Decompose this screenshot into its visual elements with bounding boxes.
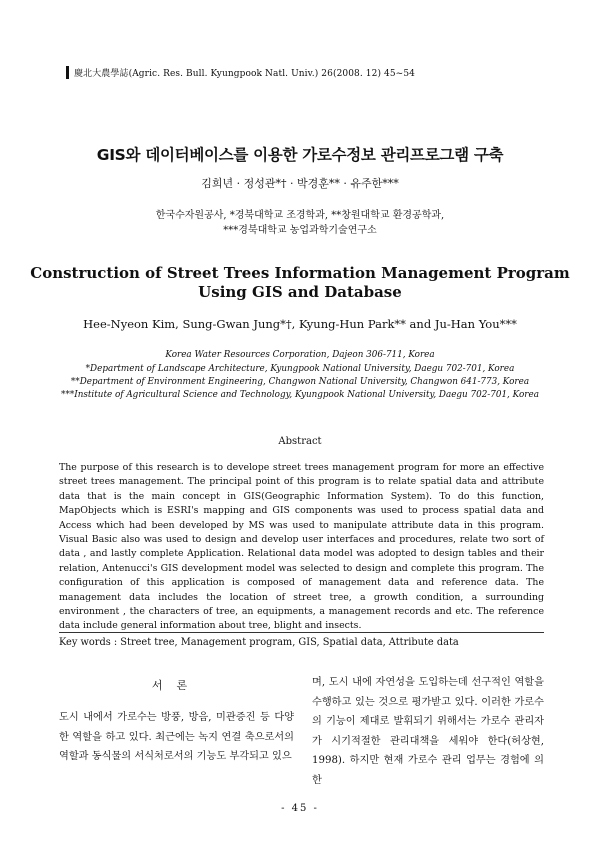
abstract-heading: Abstract (278, 436, 322, 447)
journal-header: 慶北大農學誌(Agric. Res. Bull. Kyungpook Natl. Univ.) 26(2008. 12) 45~54 (74, 69, 415, 79)
english-title-line1: Construction of Street Trees Information Management Program (30, 264, 570, 282)
korean-affiliation-line1: 한국수자원공사, *경북대학교 조경학과, **창원대학교 환경공학과, (155, 210, 445, 221)
english-title (0, 264, 600, 302)
abstract-body: The purpose of this research is to develope street trees management program for more an effective street trees management. The principal point of this program is to relate spatial data and attribute data that is the main concept in GIS(Geographic Information System). To do this function, MapObjects which is ESRI's mapping and GIS components was used to process spatial data and Access which had been developed by MS was used to manipulate attribute data in this program. Visual Basic also was used to design and develop user interfaces and procedures, relate two sort of data , and lastly complete Application. Relational data model was adopted to design tables and their relation, Antenucci's GIS development model was selected to design and complete this program. The configuration of this application is composed of management data and reference data. The management data includes the location of street tree, a growth condition, a surrounding environment , the characters of tree, an equipments, a management records and etc. The reference data include general information about tree, blight and insects. (59, 462, 544, 632)
english-affiliation: Korea Water Resources Corporation, Dajeon 306-711, Korea (165, 350, 435, 360)
english-affiliation: **Department of Environment Engineering, Changwon National University, Changwon 641-773, Korea (70, 377, 530, 387)
korean-title: GIS와 데이터베이스를 이용한 가로수정보 관리프로그램 구축 (96, 146, 504, 164)
page-number: - 45 - (281, 803, 319, 814)
english-affiliation: *Department of Landscape Architecture, Kyungpook National University, Daegu 702-701, Korea (85, 364, 515, 374)
korean-affiliation-line2: ***경북대학교 농업과학기술연구소 (223, 225, 377, 236)
section-heading: 서론 (151, 679, 202, 692)
english-affiliation: ***Institute of Agricultural Science and Technology, Kyungpook National University, Daegu 702-701, Korea (61, 390, 539, 400)
body-left-column: 도시 내에서 가로수는 방풍, 방음, 미관증진 등 다양한 역할을 하고 있다. 최근에는 녹지 연결 축으로서의 역할과 동식물의 서식처로서의 기능도 부각되고 있으 (59, 712, 294, 762)
english-title-line2: Using GIS and Database (198, 283, 402, 301)
header-rule-mark (66, 66, 69, 79)
body-right-column: 며, 도시 내에 자연성을 도입하는데 선구적인 역할을 수행하고 있는 것으로 평가받고 있다. 이러한 가로수의 기능이 제대로 발휘되기 위해서는 가로수 관리자가 시기적절한 관리대책을 세워야 한다(허상현, 1998). 하지만 현재 가로수 관리 업무는 경험에 의한 (312, 677, 544, 786)
keywords: Key words : Street tree, Management program, GIS, Spatial data, Attribute data (59, 632, 544, 648)
korean-authors: 김희년 · 정성관*† · 박경훈** · 유주한*** (201, 177, 399, 190)
english-authors: Hee-Nyeon Kim, Sung-Gwan Jung*†, Kyung-Hun Park** and Ju-Han You*** (83, 317, 517, 331)
